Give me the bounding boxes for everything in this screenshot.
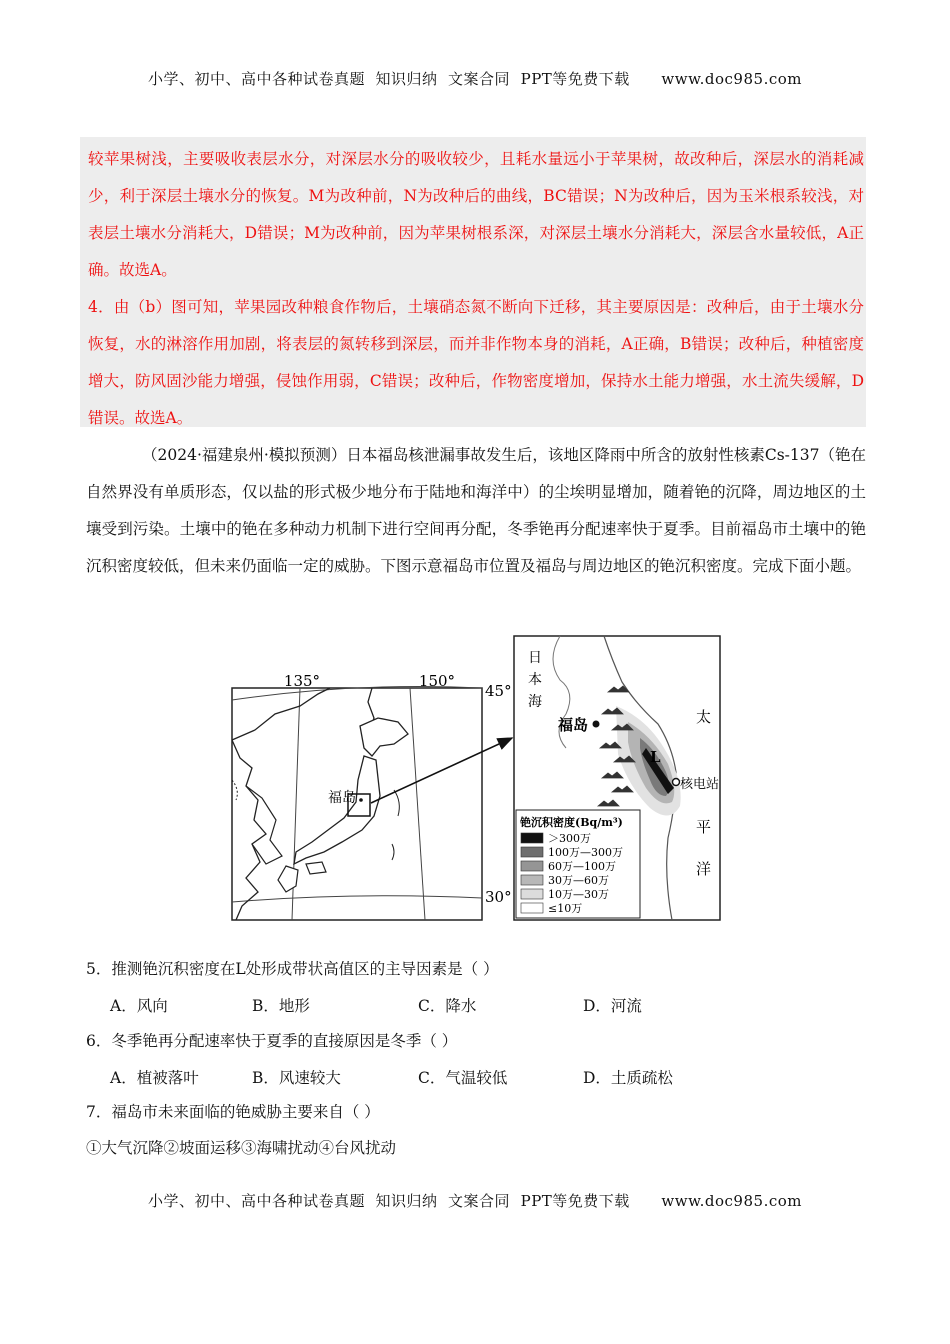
question-6-stem: 6．冬季铯再分配速率快于夏季的直接原因是冬季（ ） <box>86 1032 458 1050</box>
lat-45-label: 45° <box>485 682 512 700</box>
pacific-char-2: 平 <box>696 818 712 836</box>
pacific-char-3: 洋 <box>696 860 712 878</box>
legend-swatch <box>521 875 543 885</box>
legend-swatch <box>521 903 543 913</box>
location-map <box>232 672 512 920</box>
page-header: 小学、初中、高中各种试卷真题 知识归纳 文案合同 PPT等免费下载 www.doc985.com <box>147 70 802 88</box>
fukushima-city-label: 福岛 <box>558 716 589 734</box>
legend-swatch <box>521 861 543 871</box>
legend-label: ＞300万 <box>548 832 591 845</box>
deposition-map <box>514 636 720 920</box>
lat-30-label: 30° <box>485 888 512 906</box>
lon-150-label: 150° <box>418 672 456 690</box>
q5-option-b[interactable]: B．地形 <box>252 997 310 1015</box>
answer-paragraph-q3: 较苹果树浅，主要吸收表层水分，对深层水分的吸收较少，且耗水量远小于苹果树，故改种后，深层水的消耗减少，利于深层土壤水分的恢复。M为改种前，N为改种后的曲线，BC错误；N为改种后，因为玉米根系较浅，对表层土壤水分消耗大，D错误；M为改种前，因为苹果树根系深，对深层土壤水分消耗大，深层含水量较低，A正确。故选A。 <box>88 150 864 279</box>
pacific-char-1: 太 <box>696 708 712 726</box>
fukushima-map-figure <box>0 630 950 960</box>
legend-swatch <box>521 847 543 857</box>
q5-option-d[interactable]: D．河流 <box>583 997 642 1015</box>
nuclear-plant-point <box>673 779 680 786</box>
question-7-statements: ①大气沉降②坡面运移③海啸扰动④台风扰动 <box>86 1139 397 1157</box>
legend-label: 30万—60万 <box>548 874 609 887</box>
fukushima-city-point <box>593 721 600 728</box>
shikoku-island <box>306 862 326 874</box>
legend-label: 10万—30万 <box>548 888 609 901</box>
point-l-label: L <box>650 748 661 766</box>
q6-option-d[interactable]: D．土质疏松 <box>583 1069 673 1087</box>
fukushima-label-location-map: 福岛 <box>328 790 356 806</box>
japan-sea-char-1: 日 <box>528 650 542 666</box>
q5-option-c[interactable]: C．降水 <box>418 997 477 1015</box>
question-intro <box>86 437 866 585</box>
answer-paragraph-q4: 4．由（b）图可知，苹果园改种粮食作物后，土壤硝态氮不断向下迁移，其主要原因是：改种后，由于土壤水分恢复，水的淋溶作用加剧，将表层的氮转移到深层，而并非作物本身的消耗，A正确，B错误；改种后，种植密度增大，防风固沙能力增强，侵蚀作用弱，C错误；改种后，作物密度增加，保持水土能力增强，水土流失缓解，D错误。故选A。 <box>88 298 864 427</box>
q5-option-a[interactable]: A．风向 <box>110 997 168 1015</box>
legend-label: ≤10万 <box>548 902 583 915</box>
page-footer: 小学、初中、高中各种试卷真题 知识归纳 文案合同 PPT等免费下载 www.doc985.com <box>147 1192 802 1210</box>
fukushima-point <box>359 798 363 802</box>
lon-135-label: 135° <box>283 672 321 690</box>
legend-swatch <box>521 889 543 899</box>
question-5-stem: 5．推测铯沉积密度在L处形成带状高值区的主导因素是（ ） <box>86 960 499 978</box>
japan-sea-char-3: 海 <box>528 694 542 710</box>
deposition-legend <box>516 810 640 918</box>
legend-label: 100万—300万 <box>548 846 623 859</box>
answer-explanation-box <box>80 137 866 427</box>
q6-option-a[interactable]: A．植被落叶 <box>110 1069 199 1087</box>
intro-text: （2024·福建泉州·模拟预测）日本福岛核泄漏事故发生后，该地区降雨中所含的放射性核素Cs-137（铯在自然界没有单质形态，仅以盐的形式极少地分布于陆地和海洋中）的尘埃明显增加，随着铯的沉降，周边地区的土壤受到污染。土壤中的铯在多种动力机制下进行空间再分配，冬季铯再分配速率快于夏季。目前福岛市土壤中的铯沉积密度较低，但未来仍面临一定的威胁。下图示意福岛市位置及福岛与周边地区的铯沉积密度。完成下面小题。 <box>86 446 866 575</box>
legend-label: 60万—100万 <box>548 860 616 873</box>
legend-swatch <box>521 833 543 843</box>
nuclear-plant-label: 核电站 <box>680 777 720 792</box>
japan-sea-char-2: 本 <box>528 672 542 688</box>
q6-option-c[interactable]: C．气温较低 <box>418 1069 508 1087</box>
q6-option-b[interactable]: B．风速较大 <box>252 1069 341 1087</box>
question-7-stem: 7．福岛市未来面临的铯威胁主要来自（ ） <box>86 1103 380 1121</box>
legend-title: 铯沉积密度(Bq/m³) <box>520 816 623 829</box>
